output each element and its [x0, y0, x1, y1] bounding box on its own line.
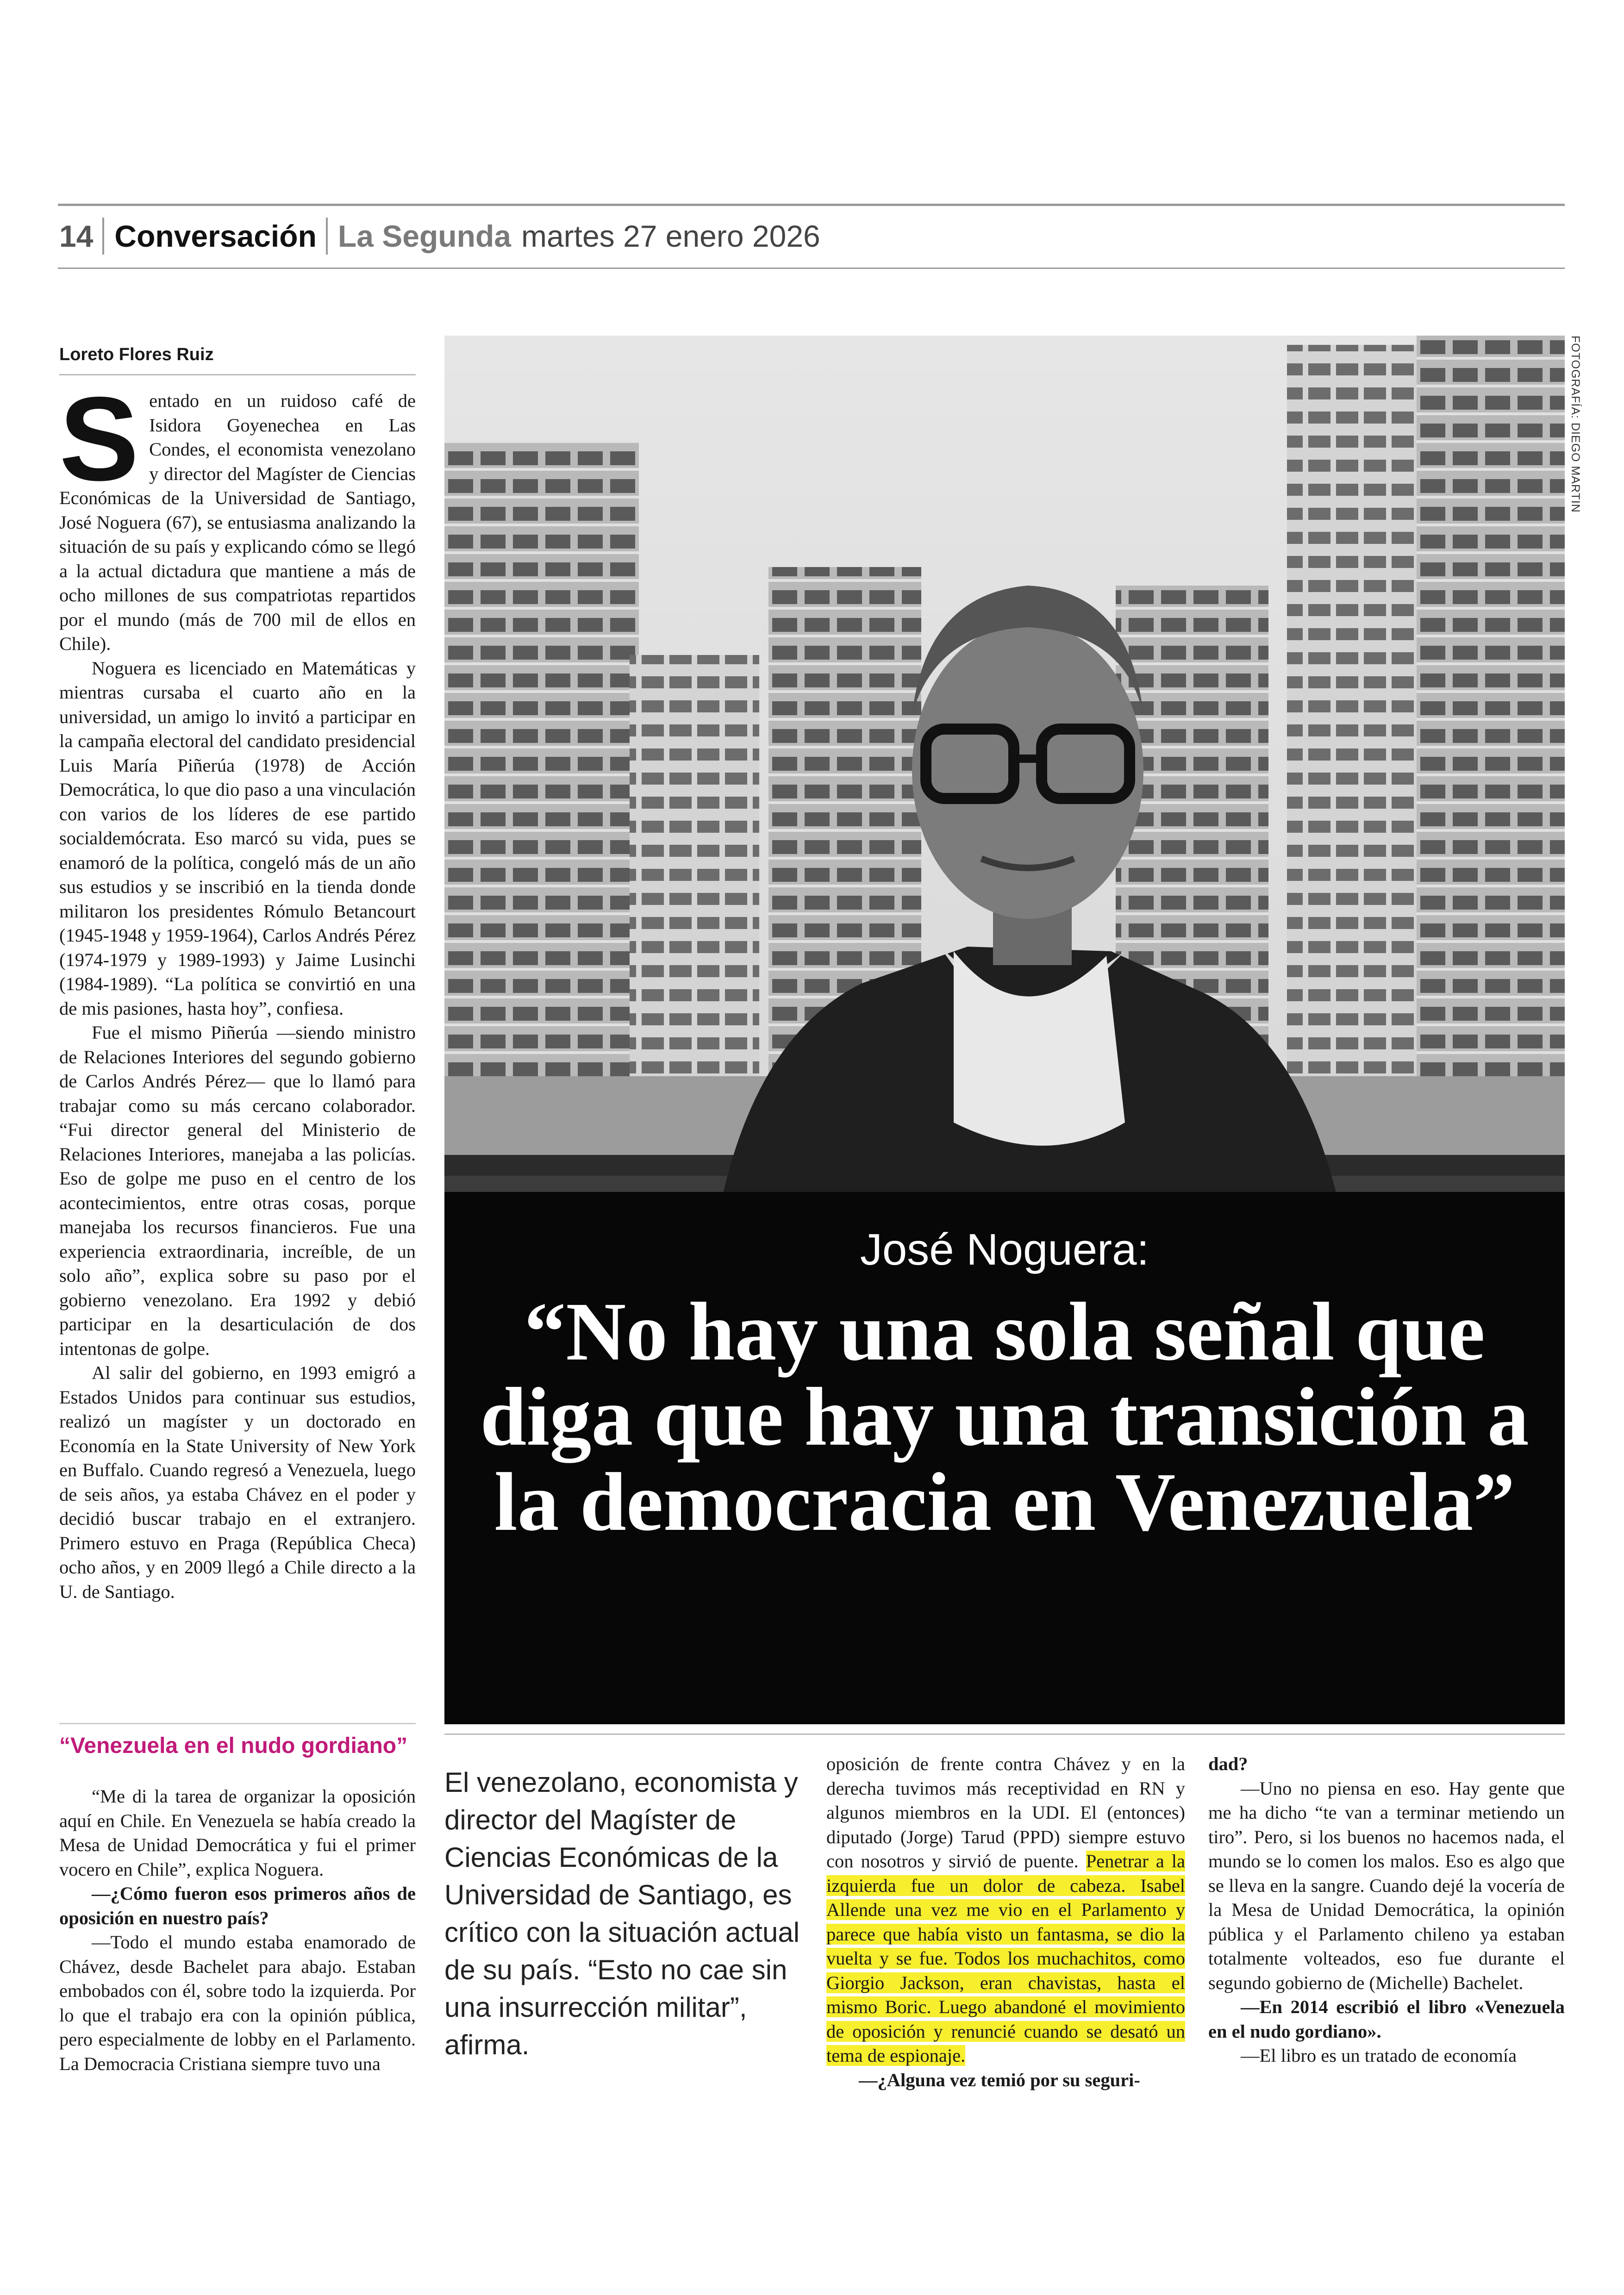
page-number: 14 [59, 219, 94, 253]
article-paragraph: —Todo el mundo estaba enamorado de Chávez, desde Bachelet para abajo. Estaban embobados con él, sobre todo la izquierda. Por lo que el trabajo era con la opinión pública, pero especialmente de lobby en el Parlamento. La Democracia Cristiana siempre tuvo una [59, 1932, 416, 2074]
byline: Loreto Flores Ruiz [59, 345, 214, 364]
article-paragraph: Noguera es licenciado en Matemáticas y mientras cursaba el cuarto año en la universidad, un amigo lo invitó a participar en la campaña electoral del candidato presidencial Luis María Piñerúa (1978) de Acción Democrática, lo que dio paso a una vinculación con varios de los líderes de ese partido socialdemócrata. Eso marcó su vida, pues se enamoró de la política, congeló más de un año sus estudios y se inscribió en la tienda donde militaron los presidentes Rómulo Betancourt (1945-1948 y 1959-1964), Carlos Andrés Pérez (1974-1979 y 1989-1993) y Jaime Lusinchi (1984-1989). “La política se convirtió en una de mis pasiones, hasta hoy”, confiesa. [59, 657, 416, 1019]
article-paragraph: Sentado en un ruidoso café de Isidora Goyenechea en Las Condes, el economista venezolano y director del Magíster de Ciencias Económicas de la Universidad de Santiago, José Noguera (67), se entusiasma analizando la situación de su país y explicando cómo se llegó a la actual dictadura que mantiene a más de ocho millones de sus compatriotas repartidos por el mundo (más de 700 mil de ellos en Chile). [59, 389, 416, 654]
article-paragraph: Al salir del gobierno, en 1993 emigró a Estados Unidos para continuar sus estudios, realizó un magíster y un doctorado en Economía en la State University of New York en Buffalo. Cuando regresó a Venezuela, luego de seis años, ya estaba Chávez en el poder y decidió buscar trabajo en el extranjero. Primero estuvo en Praga (República Checa) ocho años, y en 2009 llegó a Chile directo a la U. de Santiago. [59, 1362, 416, 1602]
deck-summary: El venezolano, economista y director del Magíster de Ciencias Económicas de la Universidad de Santiago, es crítico con la situación actual de su país. “Esto no cae sin una insurrección militar”, afirma. [444, 1767, 800, 2060]
section-subhead: “Venezuela en el nudo gordiano” [59, 1734, 408, 1758]
highlighted-text: Penetrar a la izquierda fue un dolor de cabeza. Isabel Allende una vez me vio en el Parlamento y parece que había visto un fantasma, se dio la vuelta y se fue. Todos los muchachitos, como Giorgio Jackson, eran chavistas, hasta el mismo Boric. Luego abandoné el movimiento de oposición y renuncié cuando se desató un tema de espionaje. [826, 1851, 1185, 2066]
lower-rule [444, 1734, 1565, 1735]
article-body-left [59, 389, 416, 1713]
column-rule [59, 1723, 416, 1724]
article-body-col3 [826, 1752, 1185, 2127]
header-bottom-rule [58, 268, 1565, 269]
header-top-rule [58, 204, 1565, 206]
interview-question: —¿Alguna vez temió por su seguri- [859, 2069, 1140, 2090]
article-body-col4 [1208, 1752, 1565, 2127]
headline-name: José Noguera: [860, 1225, 1149, 1274]
drop-cap: S [59, 389, 139, 505]
article-body-left-lower [59, 1784, 416, 2127]
page-header [59, 208, 820, 264]
interview-question-continued: dad? [1208, 1753, 1248, 1774]
interview-question: —En 2014 escribió el libro «Venezuela en el nudo gordiano». [1208, 1996, 1565, 2042]
article-paragraph: —El libro es un tratado de economía [1241, 2045, 1517, 2066]
face [912, 623, 1143, 919]
newspaper-name: La Segunda [337, 219, 511, 253]
photo-credit: FOTOGRAFÍA: DIEGO MARTIN [1569, 336, 1582, 513]
headline-quote: “No hay una sola señal que diga que hay una transición a la democracia en Venezuela” [480, 1285, 1529, 1548]
header-divider [102, 218, 104, 255]
byline-rule [59, 374, 416, 375]
article-paragraph: —Uno no piensa en eso. Hay gente que me ha dicho “te van a terminar metiendo un tiro”. Pero, si los buenos no hacemos nada, el mundo se lo comen los malos. Eso es algo que se lleva en la sangre. Cuando dejé la vocería de la Mesa de Unidad Democrática, la opinión pública y el Parlamento chileno ya estaban totalmente volteados, eso fue durante el segundo gobierno de (Michelle) Bachelet. [1208, 1777, 1565, 1993]
article-paragraph: Fue el mismo Piñerúa —siendo ministro de Relaciones Interiores del segundo gobierno de Carlos Andrés Pérez— que lo llamó para trabajar como su más cercano colaborador. “Fui director general del Ministerio de Relaciones Interiores, manejaba a las policías. Eso de golpe me puso en el centro de los acontecimientos, entre otras cosas, porque manejaba los recursos financieros. Fue una experiencia extraordinaria, increíble, de un solo año”, explica sobre su paso por el gobierno venezolano. Era 1992 y debió participar en la desarticulación de dos intentonas de golpe. [59, 1022, 416, 1359]
header-divider [326, 218, 328, 255]
section-name: Conversación [114, 219, 317, 253]
interview-question: —¿Cómo fueron esos primeros años de oposición en nuestro país? [59, 1883, 416, 1928]
article-paragraph: “Me di la tarea de organizar la oposición aquí en Chile. En Venezuela se había creado la Mesa de Unidad Democrática y fui el primer vocero en Chile”, explica Noguera. [59, 1786, 416, 1880]
article-paragraph: oposición de frente contra Chávez y en la derecha tuvimos más receptividad en RN y algunos miembros en la UDI. El (entonces) diputado (Jorge) Tarud (PPD) siempre estuvo con nosotros y sirvió de puente. Penetrar a la izquierda fue un dolor de cabeza. Isabel Allende una vez me vio en el Parlamento y parece que había visto un fantasma, se dio la vuelta y se fue. Todos los muchachitos, como Giorgio Jackson, eran chavistas, hasta el mismo Boric. Luego abandoné el movimiento de oposición y renuncié cuando se desató un tema de espionaje. [826, 1753, 1185, 2066]
issue-date: martes 27 enero 2026 [521, 219, 820, 253]
